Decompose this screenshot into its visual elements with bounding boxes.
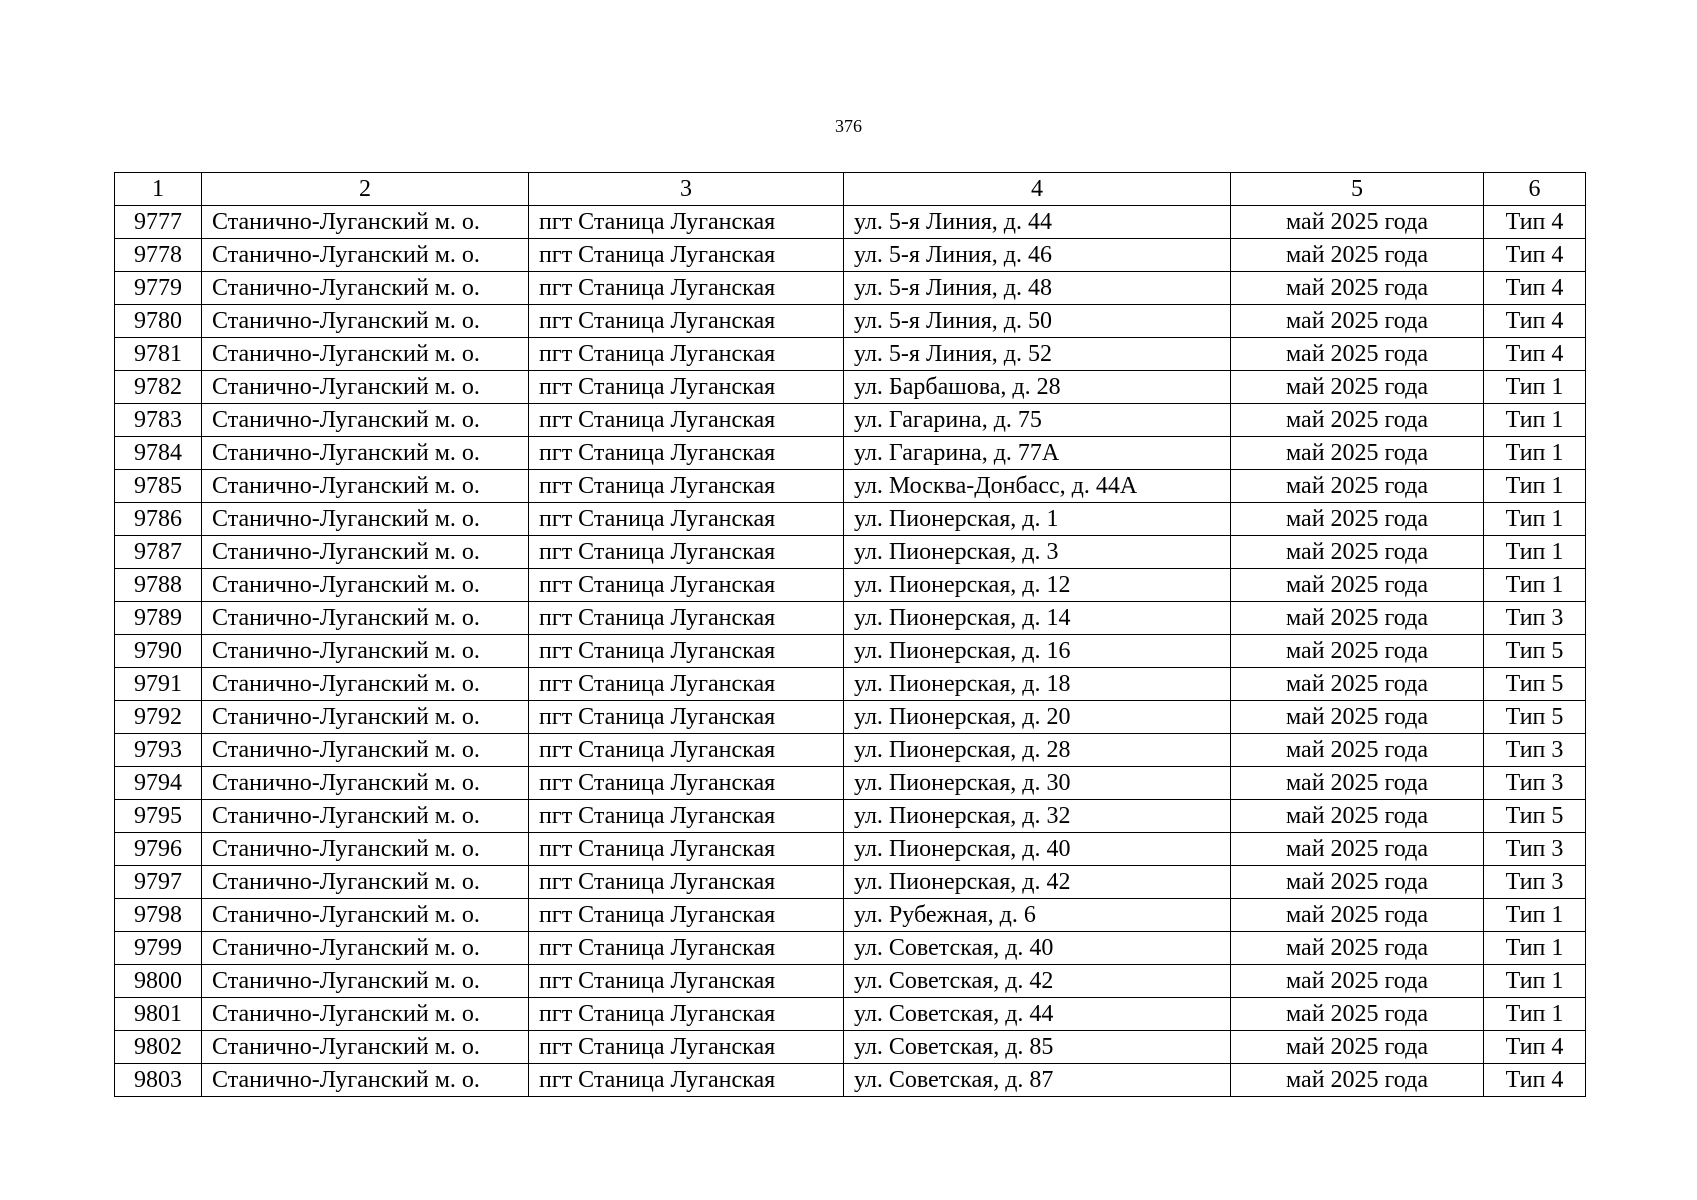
settlement-cell: пгт Станица Луганская bbox=[529, 272, 844, 305]
address-cell: ул. Пионерская, д. 3 bbox=[844, 536, 1231, 569]
type-cell: Тип 3 bbox=[1484, 866, 1586, 899]
address-cell: ул. Советская, д. 40 bbox=[844, 932, 1231, 965]
settlement-cell: пгт Станица Луганская bbox=[529, 734, 844, 767]
table-row bbox=[115, 701, 1586, 734]
municipality-cell: Станично-Луганский м. о. bbox=[202, 1031, 529, 1064]
municipality-cell: Станично-Луганский м. о. bbox=[202, 206, 529, 239]
settlement-cell: пгт Станица Луганская bbox=[529, 701, 844, 734]
date-cell: май 2025 года bbox=[1231, 272, 1484, 305]
municipality-cell: Станично-Луганский м. о. bbox=[202, 1064, 529, 1097]
type-cell: Тип 1 bbox=[1484, 371, 1586, 404]
address-cell: ул. Пионерская, д. 30 bbox=[844, 767, 1231, 800]
row-number-cell: 9788 bbox=[115, 569, 202, 602]
municipality-cell: Станично-Луганский м. о. bbox=[202, 569, 529, 602]
column-header-6: 6 bbox=[1484, 173, 1586, 206]
settlement-cell: пгт Станица Луганская bbox=[529, 866, 844, 899]
type-cell: Тип 4 bbox=[1484, 239, 1586, 272]
address-cell: ул. Гагарина, д. 77А bbox=[844, 437, 1231, 470]
table-row bbox=[115, 602, 1586, 635]
column-header-4: 4 bbox=[844, 173, 1231, 206]
settlement-cell: пгт Станица Луганская bbox=[529, 239, 844, 272]
address-cell: ул. Пионерская, д. 20 bbox=[844, 701, 1231, 734]
table-row bbox=[115, 371, 1586, 404]
address-cell: ул. Рубежная, д. 6 bbox=[844, 899, 1231, 932]
row-number-cell: 9782 bbox=[115, 371, 202, 404]
address-cell: ул. Пионерская, д. 1 bbox=[844, 503, 1231, 536]
date-cell: май 2025 года bbox=[1231, 800, 1484, 833]
date-cell: май 2025 года bbox=[1231, 734, 1484, 767]
date-cell: май 2025 года bbox=[1231, 1064, 1484, 1097]
type-cell: Тип 4 bbox=[1484, 338, 1586, 371]
settlement-cell: пгт Станица Луганская bbox=[529, 602, 844, 635]
row-number-cell: 9779 bbox=[115, 272, 202, 305]
column-header-5: 5 bbox=[1231, 173, 1484, 206]
table-row bbox=[115, 932, 1586, 965]
date-cell: май 2025 года bbox=[1231, 437, 1484, 470]
address-cell: ул. Пионерская, д. 40 bbox=[844, 833, 1231, 866]
type-cell: Тип 1 bbox=[1484, 437, 1586, 470]
settlement-cell: пгт Станица Луганская bbox=[529, 569, 844, 602]
settlement-cell: пгт Станица Луганская bbox=[529, 800, 844, 833]
row-number-cell: 9793 bbox=[115, 734, 202, 767]
date-cell: май 2025 года bbox=[1231, 833, 1484, 866]
table-row bbox=[115, 965, 1586, 998]
row-number-cell: 9798 bbox=[115, 899, 202, 932]
address-cell: ул. Пионерская, д. 28 bbox=[844, 734, 1231, 767]
settlement-cell: пгт Станица Луганская bbox=[529, 437, 844, 470]
address-cell: ул. Барбашова, д. 28 bbox=[844, 371, 1231, 404]
settlement-cell: пгт Станица Луганская bbox=[529, 305, 844, 338]
table-row bbox=[115, 536, 1586, 569]
municipality-cell: Станично-Луганский м. о. bbox=[202, 635, 529, 668]
table-row bbox=[115, 503, 1586, 536]
row-number-cell: 9801 bbox=[115, 998, 202, 1031]
row-number-cell: 9785 bbox=[115, 470, 202, 503]
row-number-cell: 9799 bbox=[115, 932, 202, 965]
address-cell: ул. Пионерская, д. 12 bbox=[844, 569, 1231, 602]
column-header-3: 3 bbox=[529, 173, 844, 206]
table-row bbox=[115, 404, 1586, 437]
date-cell: май 2025 года bbox=[1231, 338, 1484, 371]
date-cell: май 2025 года bbox=[1231, 371, 1484, 404]
table-row bbox=[115, 437, 1586, 470]
address-cell: ул. Пионерская, д. 42 bbox=[844, 866, 1231, 899]
municipality-cell: Станично-Луганский м. о. bbox=[202, 866, 529, 899]
settlement-cell: пгт Станица Луганская bbox=[529, 899, 844, 932]
table-row bbox=[115, 338, 1586, 371]
municipality-cell: Станично-Луганский м. о. bbox=[202, 338, 529, 371]
date-cell: май 2025 года bbox=[1231, 701, 1484, 734]
settlement-cell: пгт Станица Луганская bbox=[529, 371, 844, 404]
settlement-cell: пгт Станица Луганская bbox=[529, 1031, 844, 1064]
type-cell: Тип 1 bbox=[1484, 899, 1586, 932]
settlement-cell: пгт Станица Луганская bbox=[529, 404, 844, 437]
page-number: 376 bbox=[835, 116, 862, 136]
type-cell: Тип 5 bbox=[1484, 800, 1586, 833]
table-row bbox=[115, 800, 1586, 833]
date-cell: май 2025 года bbox=[1231, 503, 1484, 536]
municipality-cell: Станично-Луганский м. о. bbox=[202, 833, 529, 866]
address-cell: ул. Гагарина, д. 75 bbox=[844, 404, 1231, 437]
municipality-cell: Станично-Луганский м. о. bbox=[202, 371, 529, 404]
row-number-cell: 9791 bbox=[115, 668, 202, 701]
municipality-cell: Станично-Луганский м. о. bbox=[202, 932, 529, 965]
row-number-cell: 9797 bbox=[115, 866, 202, 899]
table-row bbox=[115, 635, 1586, 668]
settlement-cell: пгт Станица Луганская bbox=[529, 668, 844, 701]
header-row bbox=[115, 173, 1586, 206]
municipality-cell: Станично-Луганский м. о. bbox=[202, 536, 529, 569]
settlement-cell: пгт Станица Луганская bbox=[529, 767, 844, 800]
date-cell: май 2025 года bbox=[1231, 998, 1484, 1031]
type-cell: Тип 1 bbox=[1484, 470, 1586, 503]
municipality-cell: Станично-Луганский м. о. bbox=[202, 437, 529, 470]
type-cell: Тип 3 bbox=[1484, 734, 1586, 767]
municipality-cell: Станично-Луганский м. о. bbox=[202, 767, 529, 800]
type-cell: Тип 5 bbox=[1484, 701, 1586, 734]
row-number-cell: 9790 bbox=[115, 635, 202, 668]
address-cell: ул. 5-я Линия, д. 44 bbox=[844, 206, 1231, 239]
settlement-cell: пгт Станица Луганская bbox=[529, 338, 844, 371]
table-header bbox=[115, 173, 1586, 206]
row-number-cell: 9777 bbox=[115, 206, 202, 239]
municipality-cell: Станично-Луганский м. о. bbox=[202, 965, 529, 998]
row-number-cell: 9781 bbox=[115, 338, 202, 371]
data-table bbox=[114, 172, 1586, 1097]
address-cell: ул. 5-я Линия, д. 52 bbox=[844, 338, 1231, 371]
date-cell: май 2025 года bbox=[1231, 965, 1484, 998]
address-cell: ул. Москва-Донбасс, д. 44А bbox=[844, 470, 1231, 503]
address-cell: ул. Советская, д. 85 bbox=[844, 1031, 1231, 1064]
row-number-cell: 9802 bbox=[115, 1031, 202, 1064]
address-cell: ул. Советская, д. 87 bbox=[844, 1064, 1231, 1097]
row-number-cell: 9800 bbox=[115, 965, 202, 998]
settlement-cell: пгт Станица Луганская bbox=[529, 833, 844, 866]
date-cell: май 2025 года bbox=[1231, 635, 1484, 668]
row-number-cell: 9795 bbox=[115, 800, 202, 833]
date-cell: май 2025 года bbox=[1231, 1031, 1484, 1064]
table-row bbox=[115, 272, 1586, 305]
settlement-cell: пгт Станица Луганская bbox=[529, 1064, 844, 1097]
municipality-cell: Станично-Луганский м. о. bbox=[202, 800, 529, 833]
settlement-cell: пгт Станица Луганская bbox=[529, 503, 844, 536]
type-cell: Тип 1 bbox=[1484, 569, 1586, 602]
table-row bbox=[115, 206, 1586, 239]
row-number-cell: 9803 bbox=[115, 1064, 202, 1097]
municipality-cell: Станично-Луганский м. о. bbox=[202, 899, 529, 932]
row-number-cell: 9786 bbox=[115, 503, 202, 536]
address-cell: ул. Пионерская, д. 18 bbox=[844, 668, 1231, 701]
date-cell: май 2025 года bbox=[1231, 569, 1484, 602]
type-cell: Тип 3 bbox=[1484, 602, 1586, 635]
settlement-cell: пгт Станица Луганская bbox=[529, 635, 844, 668]
date-cell: май 2025 года bbox=[1231, 767, 1484, 800]
address-cell: ул. 5-я Линия, д. 48 bbox=[844, 272, 1231, 305]
date-cell: май 2025 года bbox=[1231, 305, 1484, 338]
settlement-cell: пгт Станица Луганская bbox=[529, 998, 844, 1031]
address-cell: ул. Пионерская, д. 32 bbox=[844, 800, 1231, 833]
settlement-cell: пгт Станица Луганская bbox=[529, 206, 844, 239]
address-cell: ул. Советская, д. 44 bbox=[844, 998, 1231, 1031]
municipality-cell: Станично-Луганский м. о. bbox=[202, 239, 529, 272]
table-row bbox=[115, 1064, 1586, 1097]
table-body bbox=[115, 206, 1586, 1097]
row-number-cell: 9792 bbox=[115, 701, 202, 734]
table-row bbox=[115, 239, 1586, 272]
date-cell: май 2025 года bbox=[1231, 866, 1484, 899]
type-cell: Тип 4 bbox=[1484, 272, 1586, 305]
table-row bbox=[115, 470, 1586, 503]
type-cell: Тип 5 bbox=[1484, 668, 1586, 701]
type-cell: Тип 4 bbox=[1484, 206, 1586, 239]
type-cell: Тип 4 bbox=[1484, 1064, 1586, 1097]
row-number-cell: 9787 bbox=[115, 536, 202, 569]
municipality-cell: Станично-Луганский м. о. bbox=[202, 701, 529, 734]
table-row bbox=[115, 767, 1586, 800]
settlement-cell: пгт Станица Луганская bbox=[529, 536, 844, 569]
table-row bbox=[115, 899, 1586, 932]
municipality-cell: Станично-Луганский м. о. bbox=[202, 404, 529, 437]
type-cell: Тип 1 bbox=[1484, 404, 1586, 437]
municipality-cell: Станично-Луганский м. о. bbox=[202, 503, 529, 536]
table-row bbox=[115, 569, 1586, 602]
address-cell: ул. 5-я Линия, д. 46 bbox=[844, 239, 1231, 272]
row-number-cell: 9784 bbox=[115, 437, 202, 470]
municipality-cell: Станично-Луганский м. о. bbox=[202, 734, 529, 767]
type-cell: Тип 4 bbox=[1484, 1031, 1586, 1064]
row-number-cell: 9778 bbox=[115, 239, 202, 272]
type-cell: Тип 3 bbox=[1484, 767, 1586, 800]
table-row bbox=[115, 1031, 1586, 1064]
table-row bbox=[115, 668, 1586, 701]
municipality-cell: Станично-Луганский м. о. bbox=[202, 305, 529, 338]
municipality-cell: Станично-Луганский м. о. bbox=[202, 602, 529, 635]
row-number-cell: 9796 bbox=[115, 833, 202, 866]
row-number-cell: 9780 bbox=[115, 305, 202, 338]
row-number-cell: 9783 bbox=[115, 404, 202, 437]
municipality-cell: Станично-Луганский м. о. bbox=[202, 272, 529, 305]
settlement-cell: пгт Станица Луганская bbox=[529, 470, 844, 503]
type-cell: Тип 1 bbox=[1484, 536, 1586, 569]
type-cell: Тип 1 bbox=[1484, 932, 1586, 965]
date-cell: май 2025 года bbox=[1231, 899, 1484, 932]
settlement-cell: пгт Станица Луганская bbox=[529, 965, 844, 998]
type-cell: Тип 1 bbox=[1484, 965, 1586, 998]
date-cell: май 2025 года bbox=[1231, 206, 1484, 239]
address-cell: ул. 5-я Линия, д. 50 bbox=[844, 305, 1231, 338]
municipality-cell: Станично-Луганский м. о. bbox=[202, 668, 529, 701]
type-cell: Тип 1 bbox=[1484, 503, 1586, 536]
date-cell: май 2025 года bbox=[1231, 536, 1484, 569]
column-header-2: 2 bbox=[202, 173, 529, 206]
municipality-cell: Станично-Луганский м. о. bbox=[202, 470, 529, 503]
table-row bbox=[115, 866, 1586, 899]
row-number-cell: 9794 bbox=[115, 767, 202, 800]
table-row bbox=[115, 305, 1586, 338]
date-cell: май 2025 года bbox=[1231, 404, 1484, 437]
type-cell: Тип 3 bbox=[1484, 833, 1586, 866]
address-cell: ул. Советская, д. 42 bbox=[844, 965, 1231, 998]
type-cell: Тип 1 bbox=[1484, 998, 1586, 1031]
date-cell: май 2025 года bbox=[1231, 668, 1484, 701]
row-number-cell: 9789 bbox=[115, 602, 202, 635]
address-cell: ул. Пионерская, д. 14 bbox=[844, 602, 1231, 635]
date-cell: май 2025 года bbox=[1231, 239, 1484, 272]
settlement-cell: пгт Станица Луганская bbox=[529, 932, 844, 965]
date-cell: май 2025 года bbox=[1231, 470, 1484, 503]
column-header-1: 1 bbox=[115, 173, 202, 206]
table-row bbox=[115, 734, 1586, 767]
type-cell: Тип 5 bbox=[1484, 635, 1586, 668]
type-cell: Тип 4 bbox=[1484, 305, 1586, 338]
table-row bbox=[115, 998, 1586, 1031]
date-cell: май 2025 года bbox=[1231, 932, 1484, 965]
table-row bbox=[115, 833, 1586, 866]
address-cell: ул. Пионерская, д. 16 bbox=[844, 635, 1231, 668]
date-cell: май 2025 года bbox=[1231, 602, 1484, 635]
municipality-cell: Станично-Луганский м. о. bbox=[202, 998, 529, 1031]
